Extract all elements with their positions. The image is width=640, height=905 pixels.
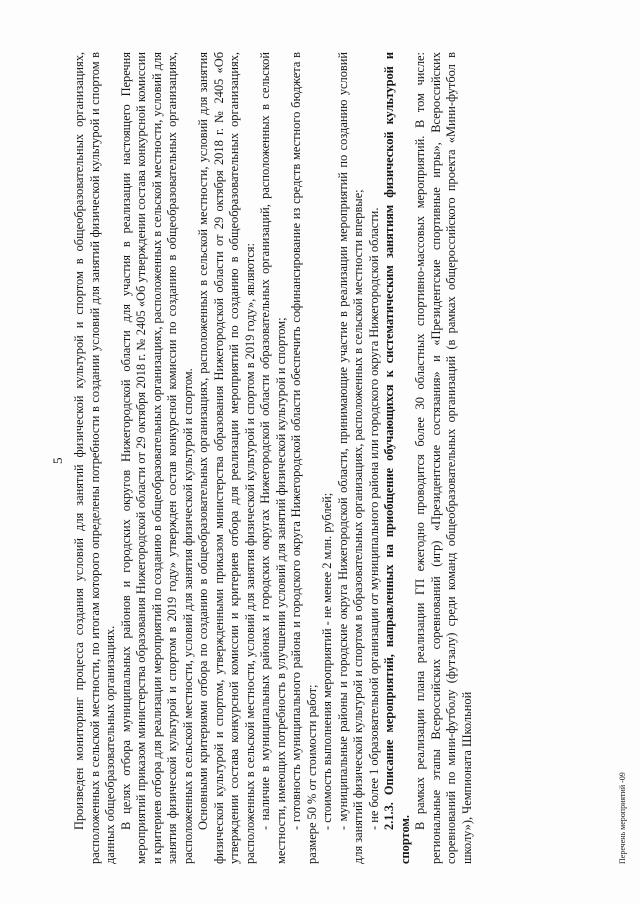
document-body [72, 52, 475, 864]
paragraph-monitoring: Произведен мониторинг процесса создания условий для занятий физической культурой и спортом в общеобразовательных организациях, расположенных в сельской местности, по итогам которого определены потребности в создании условий для занятий физической культурой и спортом в данных общеобразовательных организациях. [72, 52, 117, 864]
section-heading: 2.1.3. Описание мероприятий, направленных на приобщение обучающихся к систематическим занятиям физической культурой и спортом. [382, 52, 412, 864]
rotated-content [50, 52, 630, 864]
criteria-item: - муниципальные районы и городские округа Нижегородской области, принимающие участие в реализации мероприятий по созданию условий для занятий физической культурой и спортом в образовательных организациях, расположенных в сельской местности впервые; [335, 52, 365, 864]
paragraph-selection-goal: В целях отбора муниципальных районов и городских округов Нижегородской области для участия в реализации настоящего Перечня мероприятий приказом министерства образования Нижегородской области от 29 октября 2018 г. № 2405 «Об утверждении состава конкурсной комиссии и критериев отбора для реализации мероприятий по созданию в общеобразовательных организациях, расположенных в сельской местности, условий для занятия физической культурой и спортом в 2019 году» утвержден состав конкурсной комиссии по созданию в общеобразовательных организациях, расположенных в сельской местности, условий для занятия физической культурой и спортом. [118, 52, 195, 864]
page-footer: Перечень мероприятий -09 [618, 772, 627, 864]
criteria-item: - готовность муниципального района и городского округа Нижегородской области обеспечить софинансирование из средств местного бюджета в размере 50 % от стоимости работ; [289, 52, 319, 864]
criteria-item: - стоимость выполнения мероприятий - не менее 2 млн. рублей; [320, 492, 334, 830]
criteria-item: - наличие в муниципальных районах и городских округах Нижегородской области образовательных организаций, расположенных в сельской местности, имеющих потребность в улучшении условий для занятий физической культурой и спортом; [258, 52, 288, 864]
paragraph-criteria-intro: Основными критериями отбора по созданию в общеобразовательных организациях, расположенных в сельской местности, условий для занятия физической культурой и спортом, утвержденными приказом министерства образования Нижегородской области от 29 октября 2018 г. № 2405 «Об утверждении состава конкурсной комиссии и критериев отбора для реализации мероприятий по созданию в общеобразовательных организациях, расположенных в сельской местности, условий для занятия физической культурой и спортом в 2019 году», являются: [196, 52, 257, 864]
criteria-item: - не более 1 образовательной организации от муниципального района или городского округа Нижегородской области. [366, 207, 381, 830]
section-paragraph: В рамках реализации плана реализации ГП ежегодно проводится более 30 областных спортивно-массовых мероприятий. В том числе: региональные этапы Всероссийских соревнований (игр) «Президентские состязания» и «Президентские спортивные игры», Всероссийских соревнований по мини-футболу (футзалу) среди команд общеобразовательных организаций (в рамках общероссийского проекта «Мини-футбол в школу»), Чемпионата Школьной [413, 52, 474, 864]
page-number: 5 [50, 457, 65, 464]
